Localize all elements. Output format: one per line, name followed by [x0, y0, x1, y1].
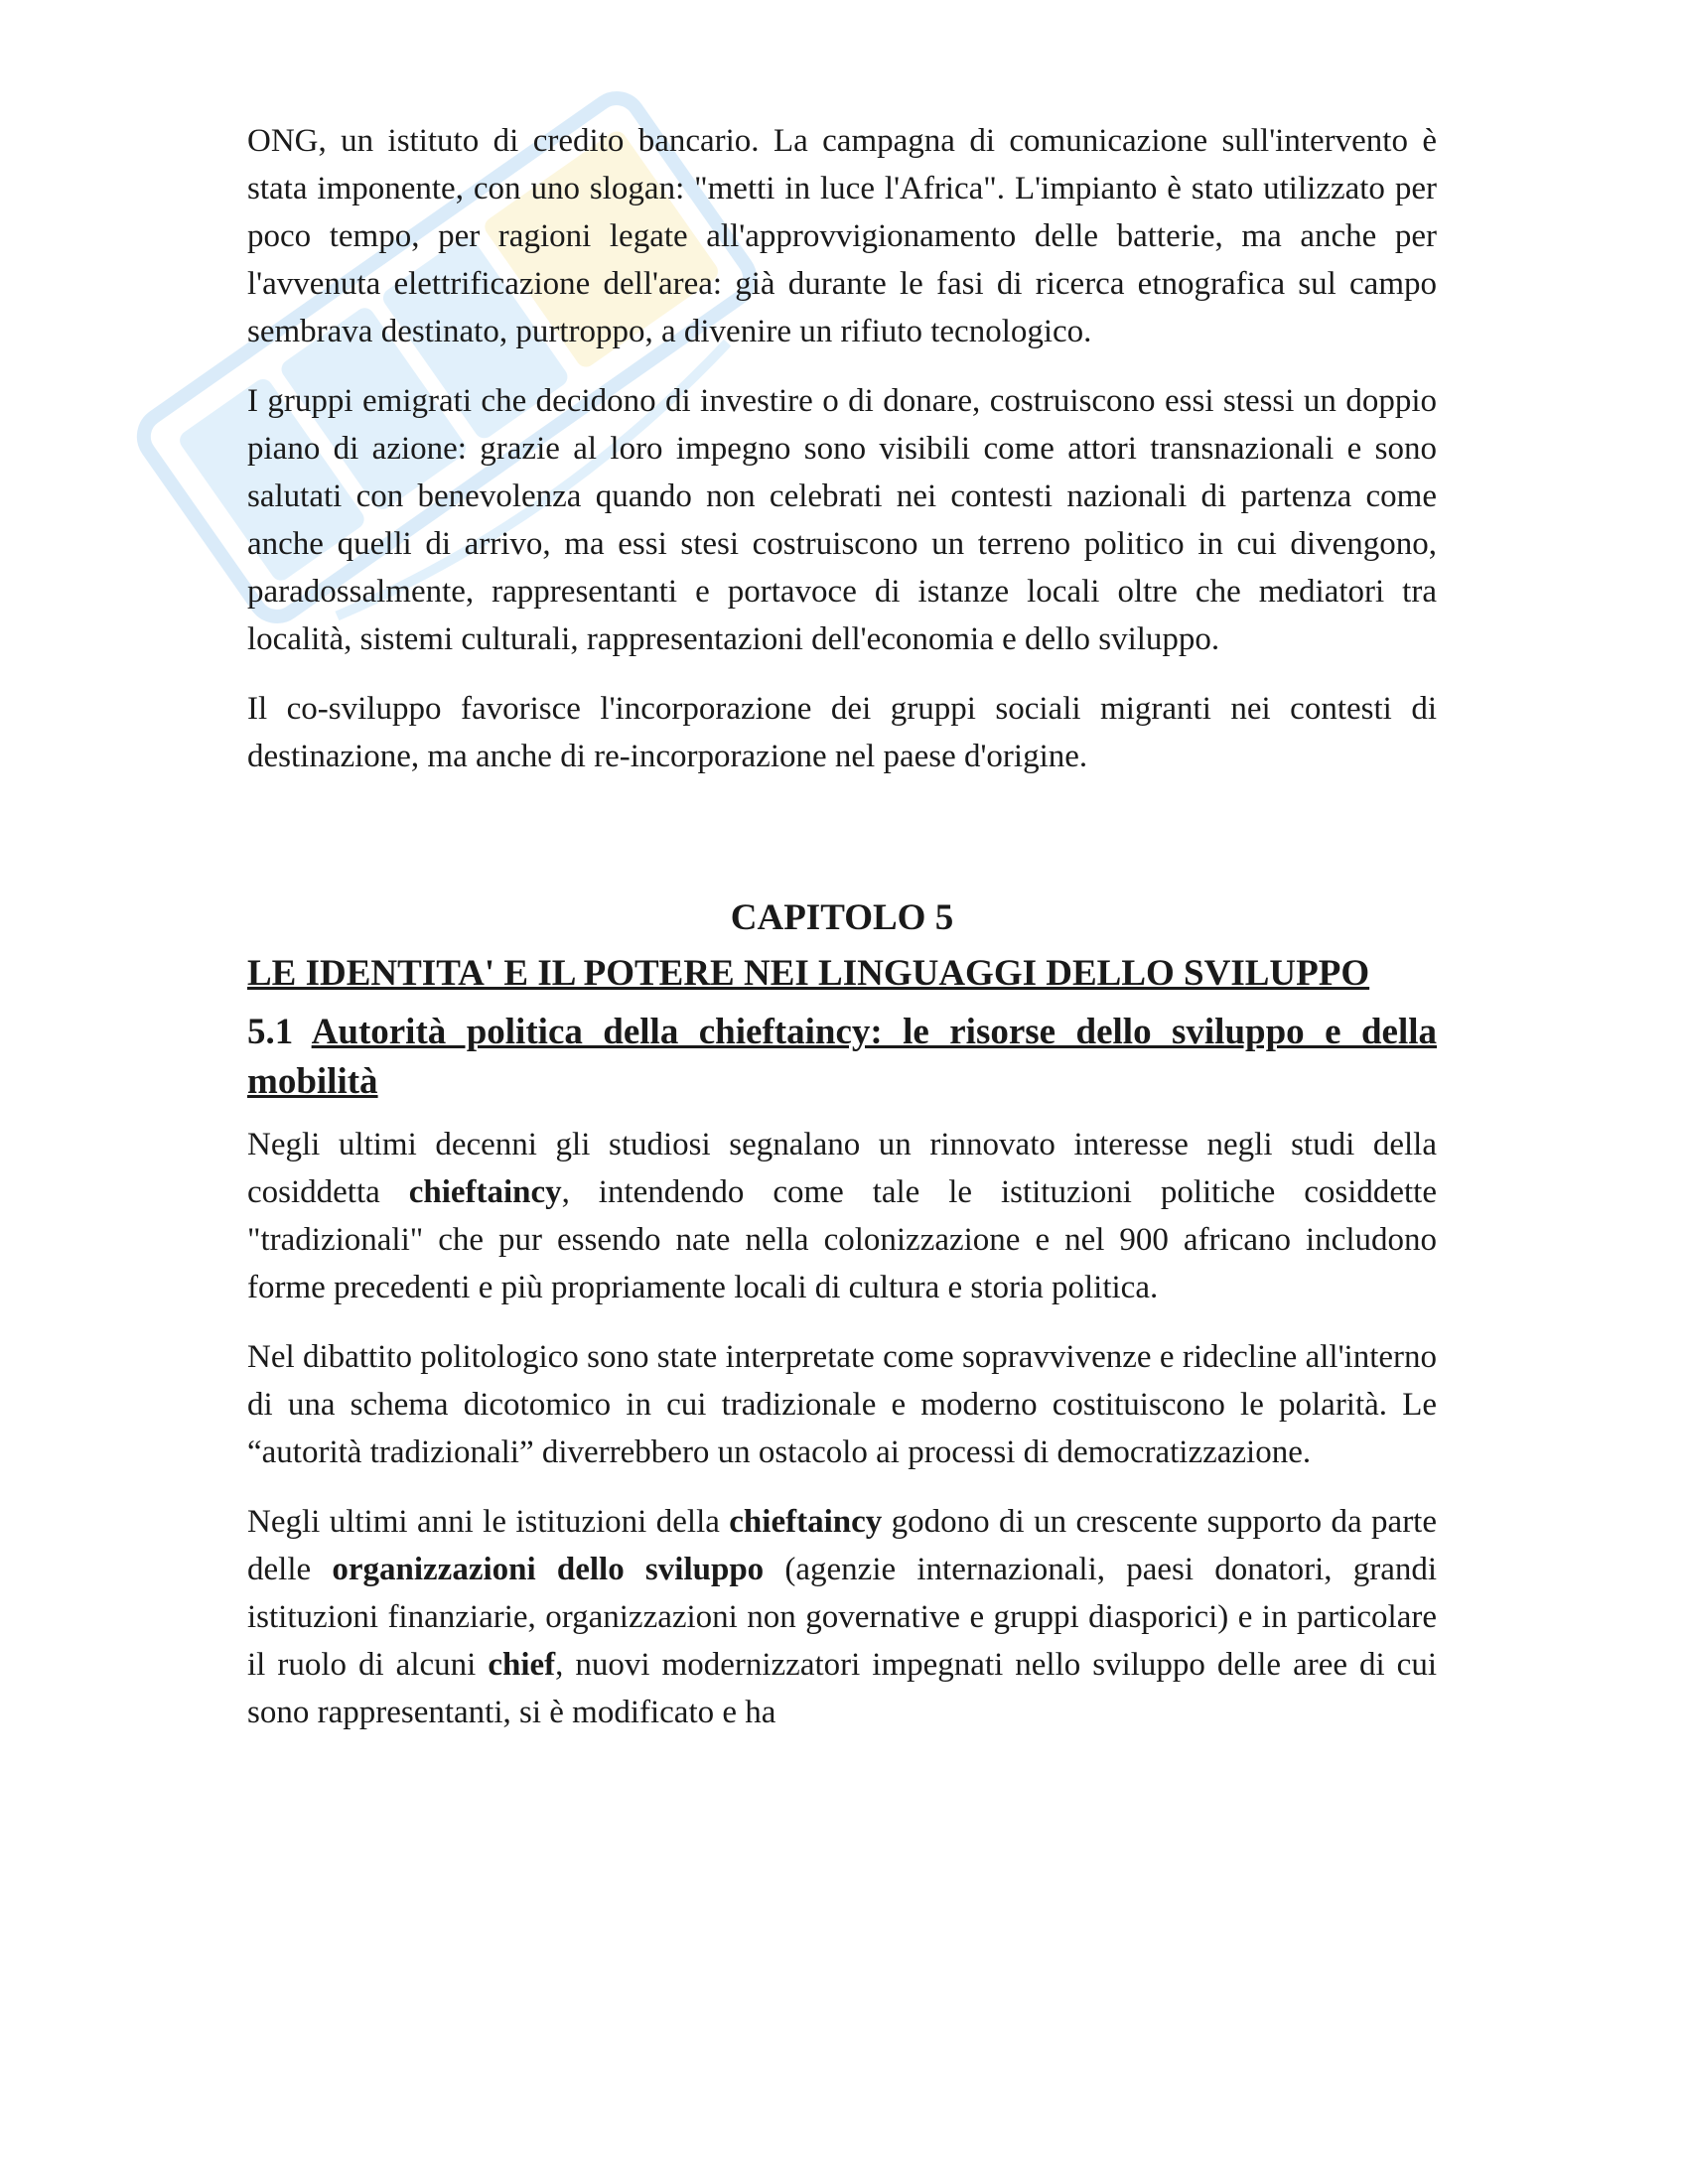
term-chieftaincy-2: chieftaincy: [729, 1504, 883, 1540]
section-heading: [247, 1008, 1437, 1107]
chapter-title: LE IDENTITA' E IL POTERE NEI LINGUAGGI DELLO SVILUPPO: [247, 953, 1370, 994]
paragraph-political-debate: Nel dibattito politologico sono state interpretate come sopravvivenze e ridecline all'interno di una schema dicotomico in cui tradizionale e moderno costituiscono le polarità. Le “autorità tradizionali” diverrebbero un ostacolo ai processi di democratizzazione.: [247, 1339, 1437, 1470]
paragraph-ong-campaign: ONG, un istituto di credito bancario. La campagna di comunicazione sull'intervento è stata imponente, con uno slogan: "metti in luce l'Africa". L'impianto è stato utilizzato per poco tempo, per ragioni legate all'approvvigionamento delle batterie, ma anche per l'avvenuta elettrificazione dell'area: già durante le fasi di ricerca etnografica sul campo sembrava destinato, purtroppo, a divenire un rifiuto tecnologico.: [247, 123, 1437, 349]
document-page: [247, 117, 1437, 1758]
paragraph-chieftaincy-studies: Negli ultimi decenni gli studiosi segnalano un rinnovato interesse negli studi della cosiddetta chieftaincy, intendendo come tale le istituzioni politiche cosiddette "tradizionali" che pur essendo nate nella colonizzazione e nel 900 africano includono forme precedenti e più propriamente locali di cultura e storia politica.: [247, 1127, 1437, 1305]
section-number: 5.1: [247, 1012, 294, 1052]
paragraph-development-support: Negli ultimi anni le istituzioni della chieftaincy godono di un crescente supporto da parte delle organizzazioni dello sviluppo (agenzie internazionali, paesi donatori, grandi istituzioni finanziarie, organizzazioni non governative e gruppi diasporici) e in particolare il ruolo di alcuni chief, nuovi modernizzatori impegnati nello sviluppo delle aree di cui sono rappresentanti, si è modificato e ha: [247, 1504, 1438, 1730]
term-chieftaincy: chieftaincy: [408, 1174, 562, 1210]
paragraph-co-development: Il co-sviluppo favorisce l'incorporazione dei gruppi sociali migranti nei contesti di destinazione, ma anche di re-incorporazione nel paese d'origine.: [247, 691, 1437, 774]
chapter-heading: CAPITOLO 5: [730, 897, 954, 938]
term-chief: chief: [488, 1647, 556, 1683]
term-development-organizations: organizzazioni dello sviluppo: [332, 1552, 765, 1587]
paragraph-emigrant-groups: I gruppi emigrati che decidono di investire o di donare, costruiscono essi stessi un doppio piano di azione: grazie al loro impegno sono visibili come attori transnazionali e sono salutati con benevolenza quando non celebrati nei contesti nazionali di partenza come anche quelli di arrivo, ma essi stesi costruiscono un terreno politico in cui divengono, paradossalmente, rappresentanti e portavoce di istanze locali oltre che mediatori tra località, sistemi culturali, rappresentazioni dell'economia e dello sviluppo.: [247, 383, 1437, 657]
section-title: Autorità politica della chieftaincy: le risorse dello sviluppo e della mobilità: [247, 1012, 1437, 1102]
